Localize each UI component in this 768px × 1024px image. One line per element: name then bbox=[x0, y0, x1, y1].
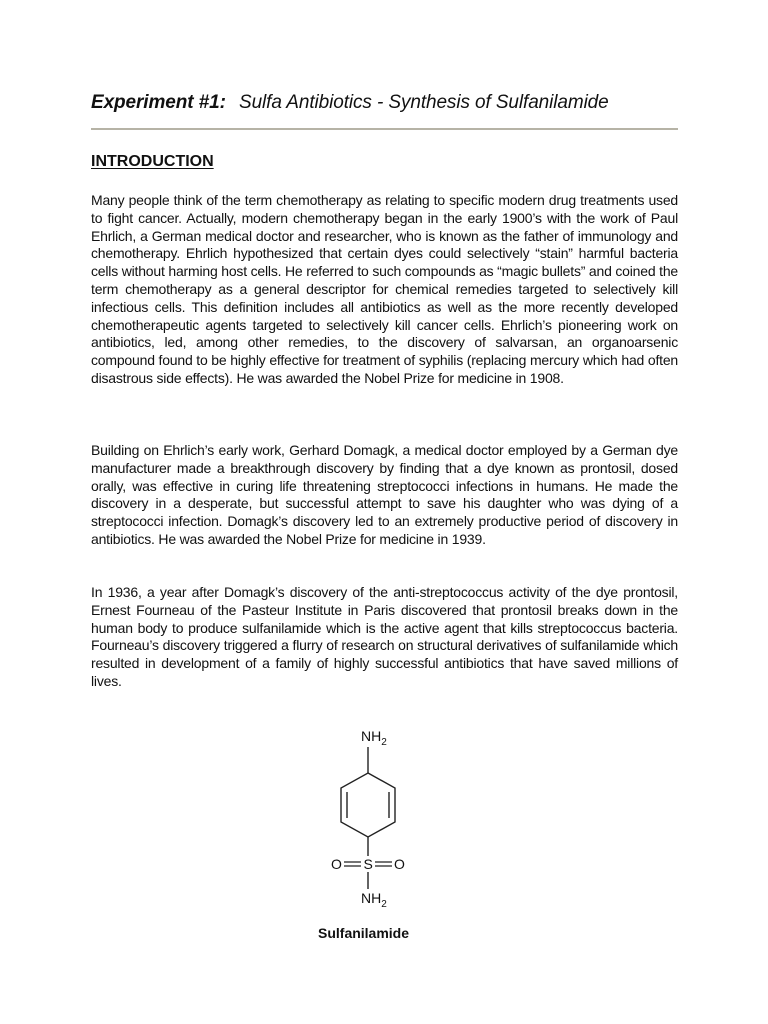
title-text: Sulfa Antibiotics - Synthesis of Sulfanilamide bbox=[239, 92, 609, 113]
bottom-amine-label: $NH_2$ bbox=[361, 890, 387, 910]
title-divider bbox=[91, 128, 678, 130]
top-amine-label: $NH_2$ bbox=[361, 728, 387, 748]
sulfur-label: S bbox=[363, 856, 373, 872]
section-heading: INTRODUCTION bbox=[91, 153, 214, 170]
paragraph-1: Many people think of the term chemotherapy as relating to specific modern drug treatments used to fight cancer. Actually, modern chemotherapy began in the early 1900’s with the work of Paul Ehrlich, a German medical doctor and researcher, who is known as the father of immunology and chemotherapy. Ehrlich hypothesized that certain dyes could selectively “stain” harmful bacteria cells without harming host cells. He referred to such compounds as “magic bullets” and coined the term chemotherapy as a general descriptor for chemical remedies targeted to selectively kill infectious cells. This definition includes all antibiotics as well as the more recently developed chemotherapeutic agents targeted to selectively kill cancer cells. Ehrlich’s pioneering work on antibiotics, led, among other remedies, to the discovery of salvarsan, an organoarsenic compound found to be highly effective for treatment of syphilis (replacing mercury which had often disastrous side effects). He was awarded the Nobel Prize for medicine in 1908. bbox=[91, 192, 678, 386]
title-label: Experiment #1: bbox=[91, 92, 226, 113]
page-title bbox=[91, 92, 609, 114]
oxygen-left-label: O bbox=[331, 856, 342, 872]
sulfanilamide-structure bbox=[300, 720, 440, 910]
structure-caption: Sulfanilamide bbox=[318, 925, 410, 941]
benzene-ring bbox=[341, 773, 395, 837]
paragraph-3: In 1936, a year after Domagk’s discovery of the anti-streptococcus activity of the dye prontosil, Ernest Fourneau of the Pasteur Institute in Paris discovered that prontosil breaks down in the human body to produce sulfanilamide which is the active agent that kills streptococcus bacteria. Fourneau’s discovery triggered a flurry of research on structural derivatives of sulfanilamide which resulted in development of a family of highly successful antibiotics that have saved millions of lives. bbox=[91, 584, 678, 689]
paragraph-2: Building on Ehrlich’s early work, Gerhard Domagk, a medical doctor employed by a German dye manufacturer made a breakthrough discovery by finding that a dye known as prontosil, dosed orally, was effective in curing life threatening streptococci infections in humans. He made the discovery in a desperate, but successful attempt to save his daughter who was dying of a streptococci infection. Domagk’s discovery led to an extremely productive period of discovery in antibiotics. He was awarded the Nobel Prize for medicine in 1939. bbox=[91, 442, 678, 547]
oxygen-right-label: O bbox=[394, 856, 405, 872]
